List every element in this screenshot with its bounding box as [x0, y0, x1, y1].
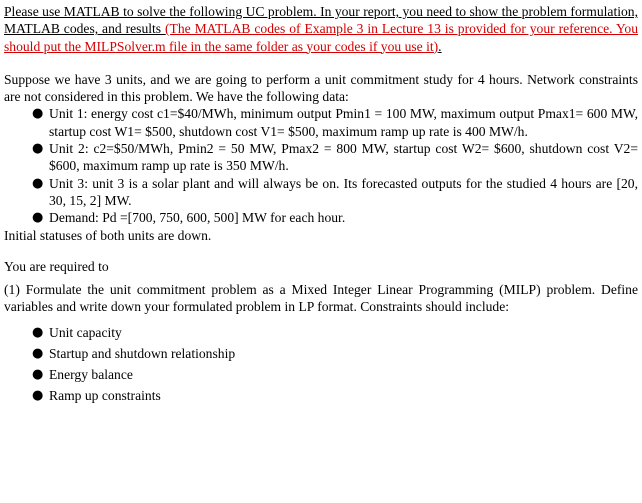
list-item-text: Demand: Pd =[700, 750, 600, 500] MW for each hour. [49, 210, 346, 226]
list-item-constraint [4, 322, 638, 343]
bullet-dot-icon: ● [32, 141, 44, 157]
list-item-text: Energy balance [49, 367, 133, 383]
list-item-unit3 [4, 175, 638, 210]
problem-paragraph: Suppose we have 3 units, and we are going to perform a unit commitment study for 4 hours. Network constraints are not considered in this problem. We have the following data: [4, 71, 638, 105]
bullet-dot-icon: ● [32, 324, 44, 340]
spacer [4, 55, 638, 71]
list-item-constraint [4, 385, 638, 406]
list-item-text: Ramp up constraints [49, 388, 161, 404]
list-item-unit1 [4, 105, 638, 140]
constraint-list [4, 322, 638, 407]
requirements-heading: You are required to [4, 258, 109, 274]
list-item-unit2 [4, 140, 638, 175]
initial-status: Initial statuses of both units are down. [4, 227, 212, 243]
bullet-dot-icon: ● [32, 210, 44, 226]
intro-paragraph [4, 3, 638, 55]
spacer [4, 244, 638, 258]
list-item-demand [4, 209, 638, 226]
task-1-paragraph: (1) Formulate the unit commitment problem as a Mixed Integer Linear Programming (MILP) problem. Define variables and write down your formulated problem in LP format. Constraints should include: [4, 282, 638, 315]
bullet-dot-icon: ● [32, 106, 44, 122]
list-item-constraint [4, 343, 638, 364]
bullet-dot-icon: ● [32, 388, 44, 404]
list-item-text: Startup and shutdown relationship [49, 345, 236, 361]
intro-tail: . [438, 38, 442, 54]
list-item-text: Unit 2: c2=$50/MWh, Pmin2 = 50 MW, Pmax2 = 800 MW, startup cost W2= $600, shutdown cost V2= $600, maximum ramp up rate is 350 MW/h. [49, 141, 638, 174]
list-item-constraint [4, 364, 638, 385]
intro-lead: Please use MATLAB to solve the following UC problem. In your report, you need to show the problem formulation, MATLAB codes, and results [4, 4, 638, 37]
list-item-text: Unit 3: unit 3 is a solar plant and will always be on. Its forecasted outputs for the studied 4 hours are [20, 30, 15, 2] MW. [49, 175, 638, 208]
list-item-text: Unit 1: energy cost c1=$40/MWh, minimum output Pmin1 = 100 MW, maximum output Pmax1= 600 MW, startup cost W1= $500, shutdown cost V1= $500, maximum ramp up rate is 400 MW/h. [49, 106, 638, 139]
reference-note: (The MATLAB codes of Example 3 in Lecture 13 is provided for your reference. You should put the MILPSolver.m file in the same folder as your codes if you use it) [4, 21, 638, 54]
bullet-dot-icon: ● [32, 367, 44, 383]
data-list [4, 105, 638, 226]
list-item-text: Unit capacity [49, 324, 122, 340]
bullet-dot-icon: ● [32, 345, 44, 361]
bullet-dot-icon: ● [32, 175, 44, 191]
